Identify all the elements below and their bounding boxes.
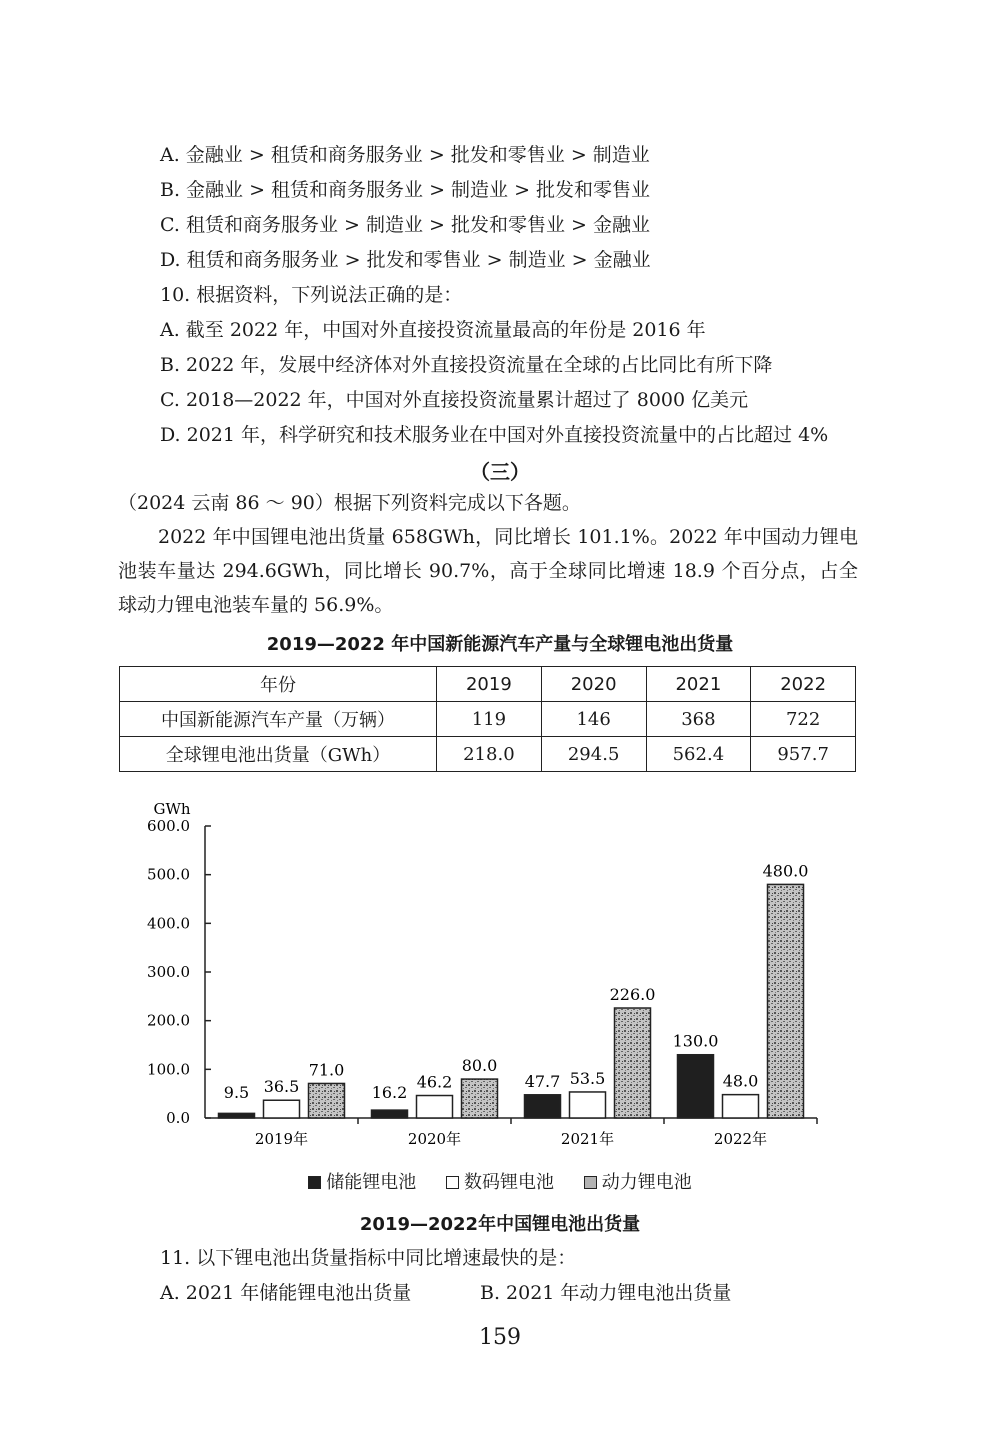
chart-title: 2019—2022年中国锂电池出货量 <box>359 1214 641 1235</box>
q9-option-b: B. 金融业 > 租赁和商务服务业 > 制造业 > 批发和零售业 <box>160 179 651 201</box>
y-tick-label: 200.0 <box>147 1011 190 1030</box>
legend-item <box>308 1172 416 1193</box>
table-cell: 218.0 <box>437 737 542 772</box>
q9-option-a: A. 金融业 > 租赁和商务服务业 > 批发和零售业 > 制造业 <box>160 144 650 166</box>
legend-label: 动力锂电池 <box>601 1172 692 1193</box>
data-table <box>119 666 856 772</box>
legend-item <box>446 1172 554 1193</box>
bar <box>723 1095 759 1118</box>
y-tick-label: 300.0 <box>147 963 190 981</box>
section-source: （2024 云南 86 ～ 90）根据下列资料完成以下各题。 <box>118 492 581 514</box>
y-axis-unit: GWh <box>153 800 191 818</box>
data-label: 71.0 <box>308 1060 345 1080</box>
data-label: 80.0 <box>461 1056 498 1076</box>
data-label: 226.0 <box>609 985 656 1005</box>
table-header-cell: 2022 <box>751 667 856 702</box>
table-cell: 722 <box>751 702 856 737</box>
data-label: 16.2 <box>371 1083 408 1102</box>
bar <box>309 1083 345 1118</box>
section-heading: （三） <box>470 460 530 484</box>
table-cell: 119 <box>437 702 542 737</box>
y-tick-label: 400.0 <box>147 914 190 933</box>
q10-option-d: D. 2021 年，科学研究和技术服务业在中国对外直接投资流量中的占比超过 4% <box>160 424 829 446</box>
bar-chart <box>0 790 1000 1160</box>
q11-stem: 11. 以下锂电池出货量指标中同比增速最快的是： <box>160 1247 577 1269</box>
q9-option-d: D. 租赁和商务服务业 > 批发和零售业 > 制造业 > 金融业 <box>160 249 651 271</box>
bar <box>219 1113 255 1118</box>
chart-legend <box>0 1168 1000 1194</box>
x-tick-label: 2019年 <box>254 1130 309 1148</box>
bar <box>264 1100 300 1118</box>
y-tick-label: 0.0 <box>166 1109 190 1127</box>
data-label: 9.5 <box>223 1083 250 1102</box>
data-label: 36.5 <box>263 1077 300 1097</box>
table-cell: 562.4 <box>646 737 751 772</box>
bar <box>570 1092 606 1118</box>
data-label: 53.5 <box>569 1068 606 1088</box>
q10-option-c: C. 2018—2022 年，中国对外直接投资流量累计超过了 8000 亿美元 <box>160 389 749 411</box>
bar <box>615 1008 651 1118</box>
q10-option-b: B. 2022 年，发展中经济体对外直接投资流量在全球的占比同比有所下降 <box>160 354 773 376</box>
table-row <box>120 702 856 737</box>
page-number: 159 <box>479 1325 521 1350</box>
legend-swatch-digital <box>446 1176 459 1189</box>
bar <box>768 884 804 1118</box>
legend-swatch-power <box>584 1176 597 1189</box>
q11-option-b: B. 2021 年动力锂电池出货量 <box>480 1282 732 1304</box>
q10-stem: 10. 根据资料，下列说法正确的是： <box>160 284 463 306</box>
legend-swatch-storage <box>308 1176 321 1189</box>
y-tick-label: 600.0 <box>147 817 190 835</box>
table-header-row <box>120 667 856 702</box>
data-label: 480.0 <box>762 861 809 881</box>
table-cell: 368 <box>646 702 751 737</box>
x-tick-label: 2020年 <box>407 1130 462 1148</box>
table-cell: 294.5 <box>541 737 646 772</box>
data-label: 46.2 <box>416 1072 453 1092</box>
table-header-cell: 2019 <box>437 667 542 702</box>
bar <box>417 1096 453 1118</box>
bar <box>462 1079 498 1118</box>
bar <box>372 1110 408 1118</box>
y-tick-label: 100.0 <box>147 1060 190 1079</box>
table-row <box>120 737 856 772</box>
data-label: 130.0 <box>672 1031 719 1051</box>
table-cell: 中国新能源汽车产量（万辆） <box>120 702 437 737</box>
table-header-cell: 2021 <box>646 667 751 702</box>
table-title: 2019—2022 年中国新能源汽车产量与全球锂电池出货量 <box>266 634 734 655</box>
data-label: 48.0 <box>722 1071 759 1091</box>
material-paragraph: 2022 年中国锂电池出货量 658GWh，同比增长 101.1%。2022 年中国动力锂电池装车量达 294.6GWh，同比增长 90.7%，高于全球同比增速 18.9 个百分点，占全球动力锂电池装车量的 56.9%。 <box>118 526 858 616</box>
table-cell: 全球锂电池出货量（GWh） <box>120 737 437 772</box>
q10-option-a: A. 截至 2022 年，中国对外直接投资流量最高的年份是 2016 年 <box>160 319 706 341</box>
bar <box>525 1095 561 1118</box>
q11-option-a: A. 2021 年储能锂电池出货量 <box>160 1282 412 1304</box>
table-header-cell: 2020 <box>541 667 646 702</box>
y-tick-label: 500.0 <box>147 865 190 884</box>
data-label: 47.7 <box>524 1071 561 1091</box>
x-tick-label: 2022年 <box>713 1130 768 1148</box>
legend-label: 储能锂电池 <box>326 1172 417 1193</box>
x-tick-label: 2021年 <box>560 1130 615 1148</box>
bar <box>678 1055 714 1118</box>
table-cell: 146 <box>541 702 646 737</box>
legend-item <box>584 1172 692 1193</box>
table-header-cell: 年份 <box>120 667 437 702</box>
legend-label: 数码锂电池 <box>464 1172 554 1193</box>
q9-option-c: C. 租赁和商务服务业 > 制造业 > 批发和零售业 > 金融业 <box>160 214 650 236</box>
table-cell: 957.7 <box>751 737 856 772</box>
